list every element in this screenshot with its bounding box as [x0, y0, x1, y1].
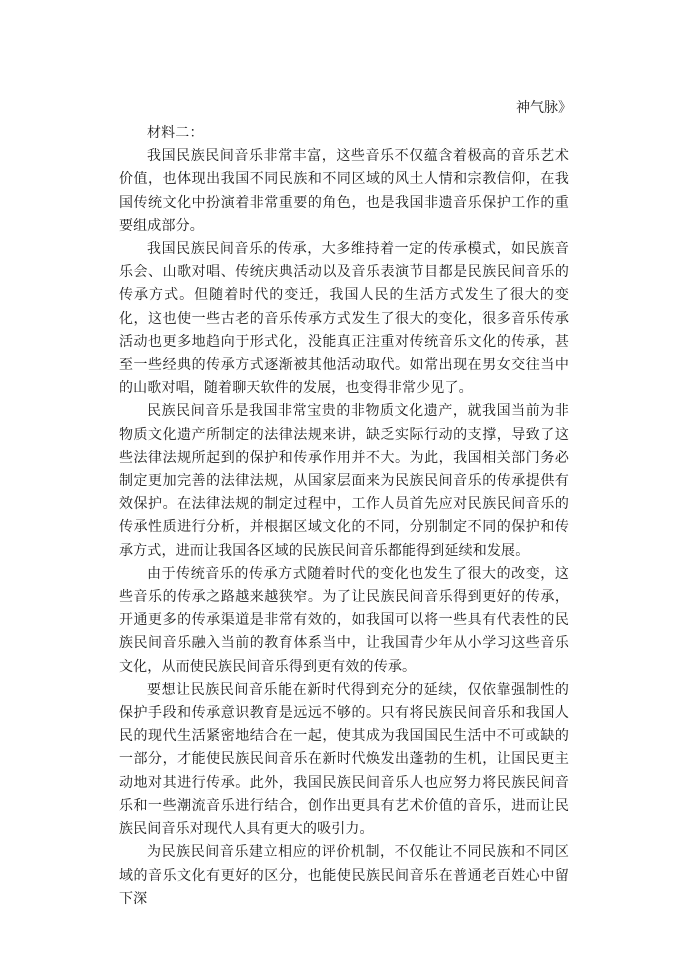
- paragraph: 由于传统音乐的传承方式随着时代的变化也发生了很大的改变，这些音乐的传承之路越来越狭窄。为了让民族民间音乐得到更好的传承，开通更多的传承渠道是非常有效的，如我国可以将一些具有代表性的民族民间音乐融入当前的教育体系当中，让我国青少年从小学习这些音乐文化，从而使民族民间音乐得到更有效的传承。: [119, 565, 569, 675]
- article-body: [119, 122, 569, 911]
- paragraph: 为民族民间音乐建立相应的评价机制，不仅能让不同民族和不同区域的音乐文化有更好的区分，也能使民族民间音乐在普通老百姓心中留下深: [119, 844, 569, 907]
- paragraph: 要想让民族民间音乐能在新时代得到充分的延续，仅依靠强制性的保护手段和传承意识教育是远远不够的。只有将民族民间音乐和我国人民的现代生活紧密地结合在一起，使其成为我国国民生活中不可或缺的一部分，才能使民族民间音乐在新时代焕发出蓬勃的生机，让国民更主动地对其进行传承。此外，我国民族民间音乐人也应努力将民族民间音乐和一些潮流音乐进行结合，创作出更具有艺术价值的音乐，进而让民族民间音乐对现代人具有更大的吸引力。: [119, 681, 569, 838]
- section-title: 材料二：: [147, 125, 204, 141]
- paragraph: 我国民族民间音乐的传承，大多维持着一定的传承模式，如民族音乐会、山歌对唱、传统庆典活动以及音乐表演节目都是民族民间音乐的传承方式。但随着时代的变迁，我国人民的生活方式发生了很大的变化，这也使一些古老的音乐传承方式发生了很大的变化，很多音乐传承活动也更多地趋向于形式化，没能真正注重对传统音乐文化的传承，甚至一些经典的传承方式逐渐被其他活动取代。如常出现在男女交往当中的山歌对唱，随着聊天软件的发展，也变得非常少见了。: [119, 241, 569, 397]
- paragraph: 民族民间音乐是我国非常宝贵的非物质文化遗产，就我国当前为非物质文化遗产所制定的法律法规来讲，缺乏实际行动的支撑，导致了这些法律法规所起到的保护和传承作用并不大。为此，我国相关部门务必制定更加完善的法律法规，从国家层面来为民族民间音乐的传承提供有效保护。在法律法规的制定过程中，工作人员首先应对民族民间音乐的传承性质进行分析，并根据区域文化的不同，分别制定不同的保护和传承方式，进而让我国各区域的民族民间音乐都能得到延续和发展。: [119, 403, 569, 559]
- paragraph: 我国民族民间音乐非常丰富，这些音乐不仅蕴含着极高的音乐艺术价值，也体现出我国不同民族和不同区域的风土人情和宗教信仰，在我国传统文化中扮演着非常重要的角色，也是我国非遗音乐保护工作的重要组成部分。: [119, 148, 569, 234]
- source-citation: 神气脉》: [516, 100, 572, 116]
